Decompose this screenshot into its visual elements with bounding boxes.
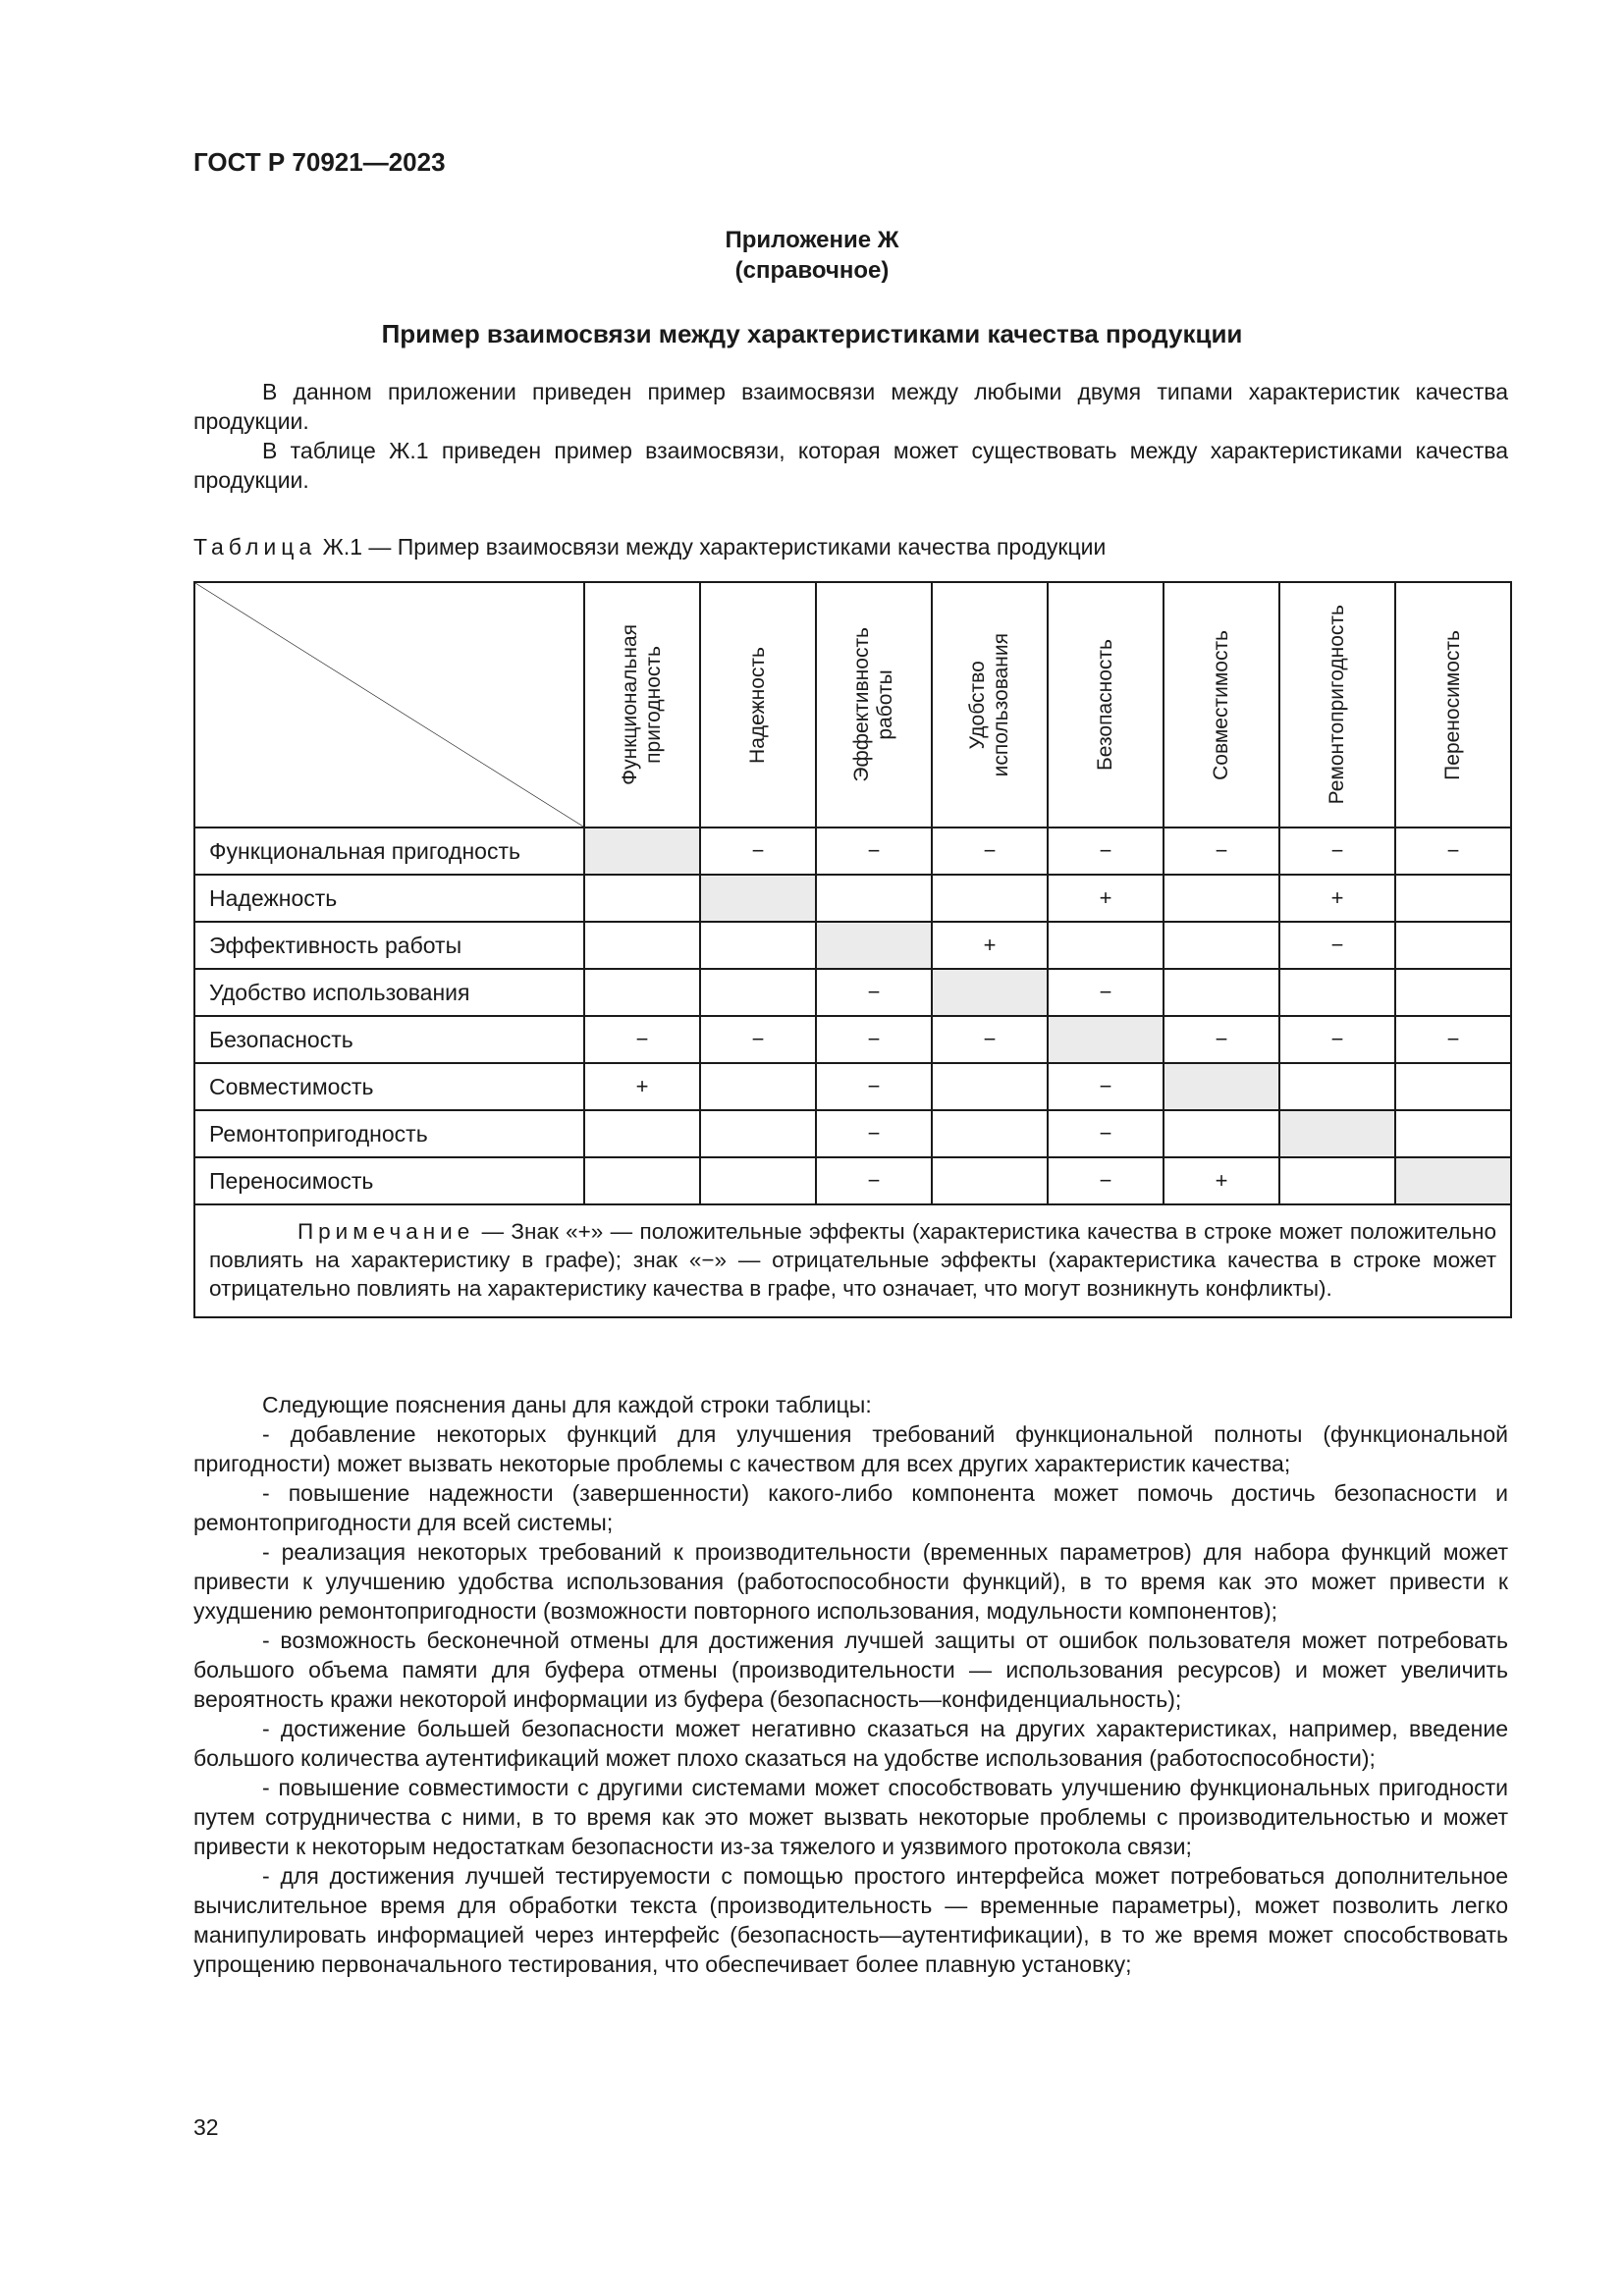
table-cell — [700, 1063, 816, 1110]
table-row — [194, 875, 1511, 922]
table-cell: + — [584, 1063, 700, 1110]
table-cell — [584, 875, 700, 922]
table-cell — [1279, 969, 1395, 1016]
column-header — [700, 582, 816, 828]
table-cell: − — [1164, 828, 1279, 875]
table-cell: − — [1048, 1110, 1164, 1157]
table-row — [194, 828, 1511, 875]
table-note-text: — Знак «+» — положительные эффекты (характеристика качества в строке может положительно повлиять на характеристику в графе); знак «−» — отрицательные эффекты (характеристика качества в строке может отрицательно повлиять на характеристику качества в графе, что означает, что могут возникнуть конфликты). — [209, 1219, 1496, 1301]
table-cell — [1048, 1016, 1164, 1063]
table-cell: − — [932, 1016, 1048, 1063]
table-cell: + — [1048, 875, 1164, 922]
table-row — [194, 969, 1511, 1016]
table-cell — [816, 922, 932, 969]
table-caption-word: Таблица — [193, 534, 317, 560]
column-header — [1048, 582, 1164, 828]
table-cell: − — [816, 1016, 932, 1063]
column-header — [932, 582, 1048, 828]
table-cell — [1395, 1110, 1511, 1157]
table-cell: − — [700, 1016, 816, 1063]
table-cell — [1048, 922, 1164, 969]
table-caption-text: Ж.1 — Пример взаимосвязи между характеристиками качества продукции — [322, 534, 1107, 560]
row-label: Удобство использования — [194, 969, 584, 1016]
table-cell — [1395, 969, 1511, 1016]
explanation-item: - добавление некоторых функций для улучшения требований функциональной полноты (функциональной пригодности) может вызвать некоторые проблемы с качеством для всех других характеристик качества; — [193, 1421, 1508, 1476]
table-cell: − — [1048, 828, 1164, 875]
table-cell: − — [816, 1063, 932, 1110]
table-cell — [584, 1110, 700, 1157]
table-caption — [193, 534, 1106, 561]
table-cell: − — [1279, 828, 1395, 875]
table-cell — [700, 1110, 816, 1157]
table-cell: − — [1279, 922, 1395, 969]
relationship-table — [193, 581, 1512, 1318]
explanation-item: - достижение большей безопасности может негативно сказаться на других характеристиках, например, введение большого количества аутентификаций может плохо сказаться на удобстве использования (работоспособности); — [193, 1716, 1508, 1771]
row-label: Переносимость — [194, 1157, 584, 1204]
table-header-row — [194, 582, 1511, 828]
table-cell — [584, 922, 700, 969]
table-cell — [1164, 1110, 1279, 1157]
column-header — [1395, 582, 1511, 828]
explanation-item: - реализация некоторых требований к производительности (временных параметров) для набора функций может привести к улучшению удобства использования (работоспособности функций), в то время как это может привести к ухудшению ремонтопригодности (возможности повторного использования, модульности компонентов); — [193, 1539, 1508, 1624]
column-header — [816, 582, 932, 828]
table-cell — [584, 1157, 700, 1204]
table-corner-cell — [194, 582, 584, 828]
explanation-item: - повышение совместимости с другими системами может способствовать улучшению функциональных пригодности путем сотрудничества с ними, в то время как это может вызвать некоторые проблемы с производительностью и может привести к некоторым недостаткам безопасности из-за тяжелого и уязвимого протокола связи; — [193, 1775, 1508, 1859]
table-cell: − — [816, 828, 932, 875]
table-cell — [932, 1157, 1048, 1204]
explanations-block — [193, 1390, 1508, 1979]
table-cell: − — [1048, 1063, 1164, 1110]
table-cell — [1279, 1157, 1395, 1204]
table-cell — [1395, 922, 1511, 969]
table-cell: − — [816, 969, 932, 1016]
table-cell — [700, 1157, 816, 1204]
explanations-intro: Следующие пояснения даны для каждой строки таблицы: — [262, 1392, 872, 1417]
table-cell — [1164, 969, 1279, 1016]
table-cell — [1279, 1110, 1395, 1157]
table-cell: − — [816, 1110, 932, 1157]
column-header — [1279, 582, 1395, 828]
table-row — [194, 922, 1511, 969]
table-cell — [700, 969, 816, 1016]
intro-paragraph-1: В данном приложении приведен пример взаимосвязи между любыми двумя типами характеристик качества продукции. — [193, 379, 1508, 434]
row-label: Функциональная пригодность — [194, 828, 584, 875]
table-row — [194, 1063, 1511, 1110]
column-header — [1164, 582, 1279, 828]
table-note — [194, 1204, 1511, 1317]
table-cell — [932, 1063, 1048, 1110]
appendix-subtitle: (справочное) — [734, 257, 890, 284]
table-cell: − — [1048, 1157, 1164, 1204]
table-cell — [700, 922, 816, 969]
table-cell — [816, 875, 932, 922]
column-header-label: Функциональная пригодность — [619, 624, 665, 785]
table-cell — [1395, 875, 1511, 922]
table-cell: + — [1279, 875, 1395, 922]
appendix-title: Приложение Ж — [725, 227, 899, 253]
table-cell: + — [1164, 1157, 1279, 1204]
table-cell: − — [1164, 1016, 1279, 1063]
row-label: Совместимость — [194, 1063, 584, 1110]
table-row — [194, 1110, 1511, 1157]
explanation-item: - для достижения лучшей тестируемости с помощью простого интерфейса может потребоваться дополнительное вычислительное время для обработки текста (производительность — временные параметры), может позволить легко манипулировать информацией через интерфейс (безопасность—аутентификации), в то же время может способствовать упрощению первоначального тестирования, что обеспечивает более плавную установку; — [193, 1863, 1508, 1977]
column-header-label: Надежность — [746, 646, 769, 764]
table-note-row — [194, 1204, 1511, 1317]
standard-code: ГОСТ Р 70921—2023 — [193, 147, 446, 177]
intro-paragraph-2: В таблице Ж.1 приведен пример взаимосвязи, которая может существовать между характеристиками качества продукции. — [193, 438, 1508, 493]
table-cell: − — [1395, 1016, 1511, 1063]
table-cell: − — [1048, 969, 1164, 1016]
table-cell — [700, 875, 816, 922]
row-label: Надежность — [194, 875, 584, 922]
column-header-label: Переносимость — [1441, 629, 1464, 780]
table-cell — [1279, 1063, 1395, 1110]
explanation-item: - повышение надежности (завершенности) какого-либо компонента может помочь достичь безопасности и ремонтопригодности для всей системы; — [193, 1480, 1508, 1535]
column-header-label: Совместимость — [1210, 629, 1232, 780]
table-note-word: Примечание — [298, 1219, 475, 1244]
table-cell — [1395, 1063, 1511, 1110]
column-header-label: Ремонтопригодность — [1326, 605, 1348, 805]
table-cell — [932, 875, 1048, 922]
table-cell — [1164, 1063, 1279, 1110]
table-row — [194, 1016, 1511, 1063]
table-cell — [1395, 1157, 1511, 1204]
column-header-label: Эффективность работы — [850, 627, 896, 782]
table-cell — [1164, 875, 1279, 922]
row-label: Ремонтопригодность — [194, 1110, 584, 1157]
table-cell — [1164, 922, 1279, 969]
table-cell — [932, 969, 1048, 1016]
column-header-label: Удобство использования — [966, 632, 1012, 777]
table-cell: − — [1395, 828, 1511, 875]
table-cell — [584, 828, 700, 875]
table-cell — [932, 1110, 1048, 1157]
page-number: 32 — [193, 2114, 219, 2140]
section-title: Пример взаимосвязи между характеристиками качества продукции — [381, 319, 1243, 348]
explanation-item: - возможность бесконечной отмены для достижения лучшей защиты от ошибок пользователя может потребовать большого объема памяти для буфера отмены (производительности — использования ресурсов) и может увеличить вероятность кражи некоторой информации из буфера (безопасность—конфиденциальность); — [193, 1628, 1508, 1712]
row-label: Безопасность — [194, 1016, 584, 1063]
table-cell: − — [932, 828, 1048, 875]
table-cell — [584, 969, 700, 1016]
row-label: Эффективность работы — [194, 922, 584, 969]
table-cell: − — [816, 1157, 932, 1204]
table-cell: + — [932, 922, 1048, 969]
table-cell: − — [584, 1016, 700, 1063]
table-row — [194, 1157, 1511, 1204]
table-cell: − — [700, 828, 816, 875]
table-cell: − — [1279, 1016, 1395, 1063]
corner-diagonal-line — [195, 583, 583, 827]
column-header — [584, 582, 700, 828]
column-header-label: Безопасность — [1094, 639, 1116, 771]
